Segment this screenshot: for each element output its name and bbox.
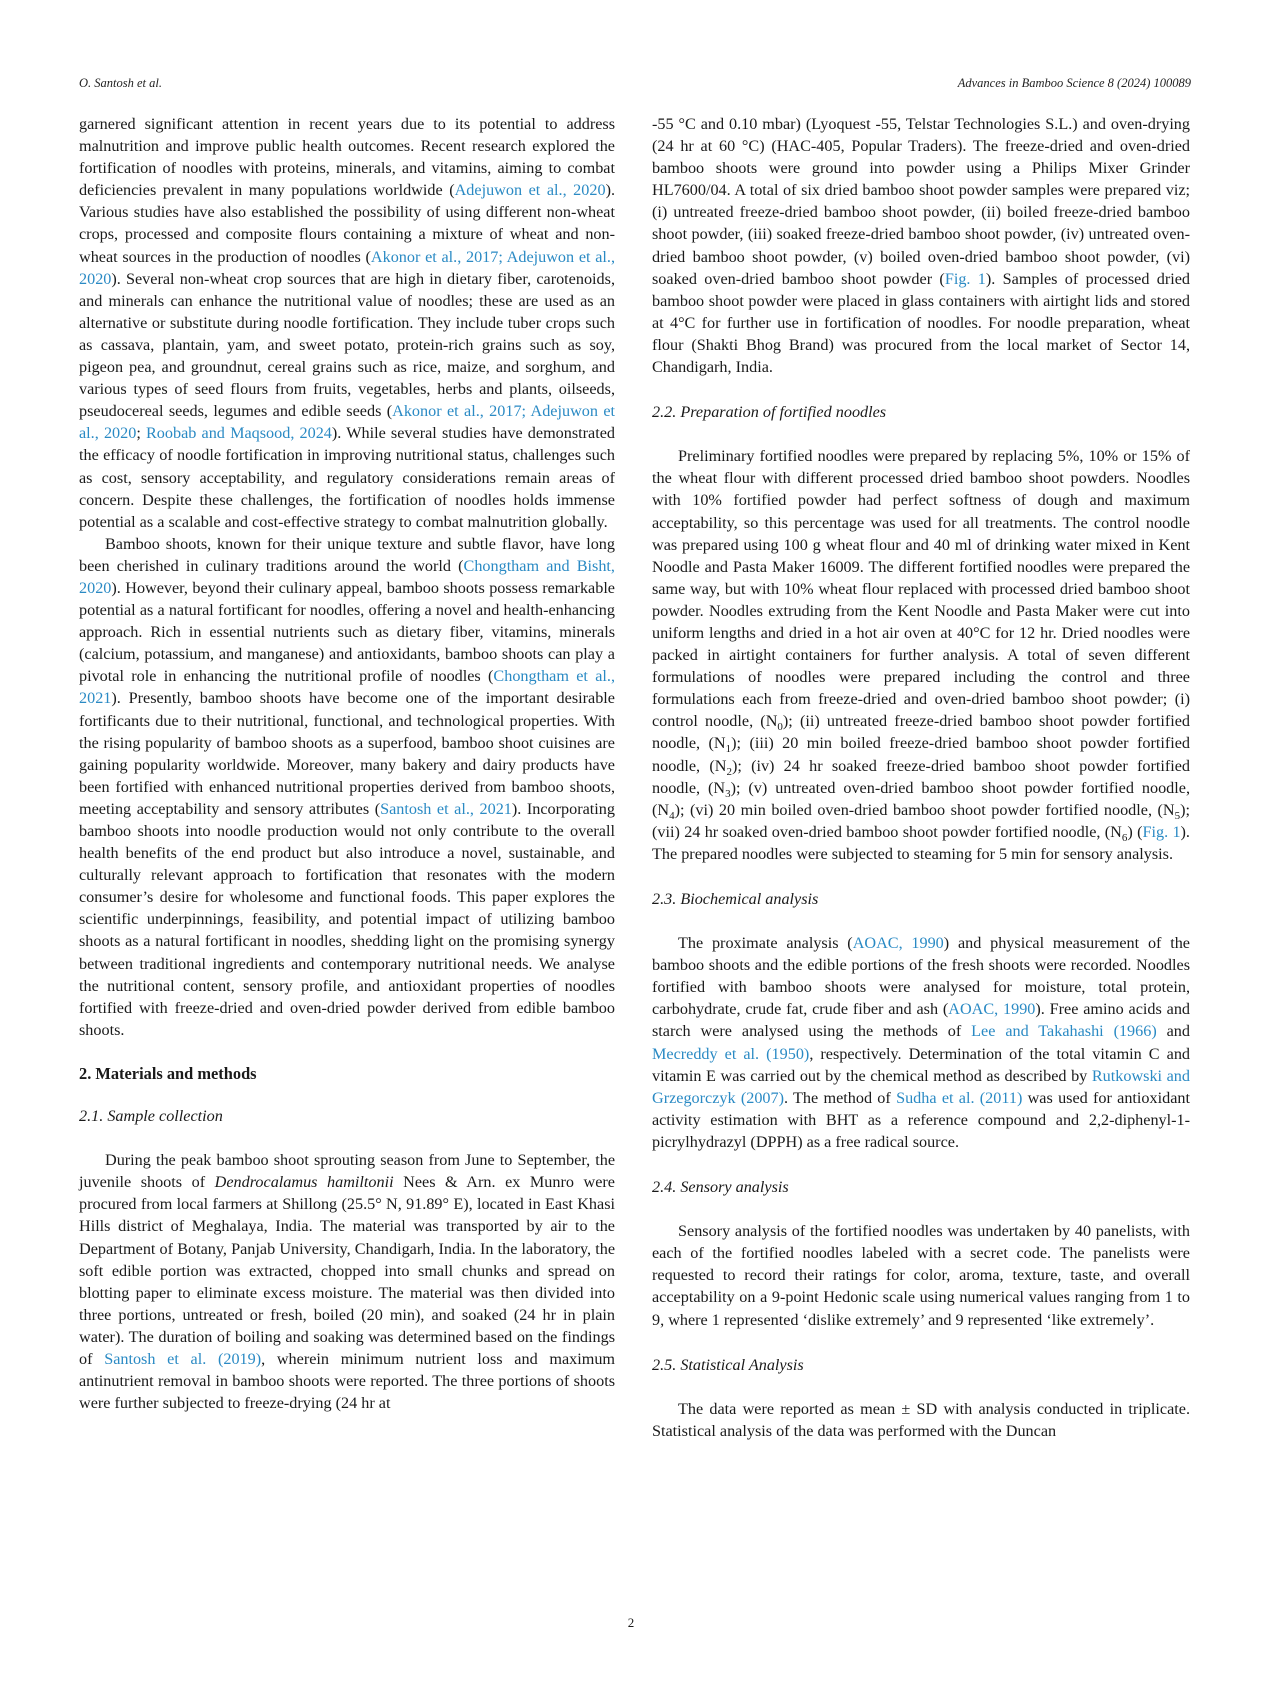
left-column bbox=[79, 113, 615, 1414]
citation-link[interactable]: Adejuwon et al., 2020 bbox=[454, 181, 606, 200]
text-run: and bbox=[1156, 1022, 1190, 1041]
text-run: ). Several non-wheat crop sources that are high in dietary fiber, carotenoids, and minerals can enhance the nutritional value of noodles; these are used as an alternative or substitute during noodle fortification. They include tuber crops such as cassava, plantain, yam, and sweet potato, protein-rich grains such as soy, pigeon pea, and groundnut, cereal grains such as rice, maize, and sorghum, and various types of seed flours from fruits, vegetables, herbs and plants, oilseeds, pseudocereal seeds, legumes and edible seeds ( bbox=[79, 269, 615, 421]
text-run: . The method of bbox=[784, 1088, 897, 1107]
subscript: 0 bbox=[777, 721, 783, 734]
sensory-analysis-paragraph: Sensory analysis of the fortified noodles was undertaken by 40 panelists, with each of the fortified noodles labeled with a secret code. The panelists were requested to record their ratings for color, aroma, texture, taste, and overall acceptability on a 9-point Hedonic scale using numerical values ranging from 1 to 9, where 1 represented ‘dislike extremely’ and 9 represented ‘like extremely’. bbox=[652, 1222, 1190, 1329]
text-run: -55 °C and 0.10 mbar) (Lyoquest -55, Telstar Technologies S.L.) and oven-drying (24 hr at 60 °C) (HAC-405, Popular Traders). The freeze-dried and oven-dried bamboo shoots were ground into powder using a Philips Mixer Grinder HL7600/04. A total of six dried bamboo shoot powder samples were prepared viz; (i) untreated freeze-dried bamboo shoot powder, (ii) boiled freeze-dried bamboo shoot powder, (iii) soaked freeze-dried bamboo shoot powder, (iv) untreated oven-dried bamboo shoot powder, (v) boiled oven-dried bamboo shoot powder, (vi) soaked oven-dried bamboo shoot powder ( bbox=[652, 115, 1190, 288]
text-run: ); (iv) 24 hr soaked freeze-dried bamboo shoot powder fortified noodle, (N bbox=[652, 756, 1190, 797]
text-run: ). The prepared noodles were subjected to steaming for 5 min for sensory analysis. bbox=[652, 822, 1190, 863]
citation-link[interactable]: Akonor et al., 2017; Adejuwon et al., 2020 bbox=[79, 402, 615, 443]
section-heading-materials-methods: 2. Materials and methods bbox=[79, 1063, 257, 1083]
intro-paragraph-2 bbox=[79, 533, 615, 1041]
figure-link[interactable]: Fig. 1 bbox=[1142, 822, 1181, 841]
text-run: ). Free amino acids and starch were analysed using the methods of bbox=[652, 1000, 1191, 1041]
citation-link[interactable]: Santosh et al., 2021 bbox=[380, 799, 512, 818]
text-run: ). Samples of processed dried bamboo shoot powder were placed in glass containers with airtight lids and stored at 4°C for further use in fortification of noodles. For noodle preparation, wheat flour (Shakti Bhog Brand) was procured from the local market of Sector 14, Chandigarh, India. bbox=[652, 269, 1190, 377]
subsection-heading-noodle-preparation: 2.2. Preparation of fortified noodles bbox=[652, 403, 887, 422]
sample-collection-continued bbox=[652, 113, 1190, 378]
text-run: ); (vi) 20 min boiled oven-dried bamboo shoot powder fortified noodle, (N bbox=[674, 800, 1175, 819]
citation-link[interactable]: Chongtham et al., 2021 bbox=[79, 667, 615, 708]
text-run: ). Incorporating bamboo shoots into noodle production would not only contribute to the overall health benefits of the end product but also introduce a novel, sustainable, and culturally relevant approach to fortification that resonates with the modern consumer’s desire for wholesome and functional foods. This paper explores the scientific underpinnings, feasibility, and potential impact of utilizing bamboo shoots as a natural fortificant in noodles, shedding light on the promising synergy between traditional ingredients and contemporary nutritional needs. We analyse the nutritional content, sensory profile, and antioxidant properties of noodles fortified with freeze-dried and oven-dried powder derived from edible bamboo shoots. bbox=[79, 799, 615, 1039]
text-run: ); (iii) 20 min boiled freeze-dried bamboo shoot powder fortified noodle, (N bbox=[652, 734, 1190, 775]
subsection-heading-sample-collection: 2.1. Sample collection bbox=[79, 1107, 223, 1126]
citation-link[interactable]: Santosh et al. (2019) bbox=[104, 1349, 262, 1368]
text-run: , wherein minimum nutrient loss and maximum antinutrient removal in bamboo shoots were reported. The three portions of shoots were further subjected to freeze-drying (24 hr at bbox=[79, 1349, 615, 1413]
subscript: 5 bbox=[1174, 809, 1181, 822]
citation-link[interactable]: Chongtham and Bisht, 2020 bbox=[79, 556, 615, 597]
text-run: was used for antioxidant activity estimation with BHT as a reference compound and 2,2-diphenyl-1-picrylhydrazyl (DPPH) as a free radical source. bbox=[652, 1088, 1190, 1151]
citation-link[interactable]: Mecreddy et al. (1950) bbox=[652, 1044, 810, 1063]
statistical-analysis-paragraph: The data were reported as mean ± SD with analysis conducted in triplicate. Statistical analysis of the data was performed with the Duncan bbox=[652, 1399, 1190, 1440]
running-head-authors: O. Santosh et al. bbox=[79, 76, 162, 90]
subscript: 6 bbox=[1121, 832, 1128, 845]
citation-link[interactable]: Roobab and Maqsood, 2024 bbox=[146, 424, 332, 443]
text-run: ). Various studies have also established the possibility of using different non-wheat crops, processed and composite flours containing a mixture of wheat and non-wheat sources in the production of noodles ( bbox=[79, 181, 615, 266]
subsection-heading-biochemical-analysis: 2.3. Biochemical analysis bbox=[652, 890, 819, 908]
text-run: Nees & Arn. ex Munro were procured from local farmers at Shillong (25.5° N, 91.89° E), located in East Khasi Hills district of Meghalaya, India. The material was transported by air to the Department of Botany, Panjab University, Chandigarh, India. In the laboratory, the soft edible portion was extracted, chopped into small chunks and spread on blotting paper to eliminate excess moisture. The material was then divided into three portions, untreated or fresh, boiled (20 min), and soaked (24 hr in plain water). The duration of boiling and soaking was determined based on the findings of bbox=[79, 1173, 615, 1368]
citation-link[interactable]: AOAC, 1990 bbox=[948, 1000, 1036, 1019]
text-run: ; bbox=[136, 424, 146, 443]
citation-link[interactable]: AOAC, 1990 bbox=[852, 934, 944, 953]
noodle-preparation-paragraph bbox=[652, 445, 1190, 865]
page-number: 2 bbox=[627, 1615, 635, 1630]
sample-collection-paragraph bbox=[79, 1149, 615, 1414]
subscript: 1 bbox=[725, 743, 732, 756]
citation-link[interactable]: Akonor et al., 2017; Adejuwon et al., 2020 bbox=[79, 247, 615, 288]
subscript: 2 bbox=[726, 765, 732, 778]
text-run: ). While several studies have demonstrated the efficacy of noodle fortification in improving nutritional status, challenges such as cost, sensory acceptability, and regulatory considerations remain areas of concern. Despite these challenges, the fortification of noodles holds immense potential as a scalable and cost-effective strategy to combat malnutrition globally. bbox=[79, 424, 616, 531]
text-run: The proximate analysis ( bbox=[678, 934, 853, 953]
text-run: During the peak bamboo shoot sprouting season from June to September, the juvenile shoots of bbox=[79, 1151, 615, 1192]
citation-link[interactable]: Rutkowski and Grzegorczyk (2007) bbox=[652, 1066, 1190, 1107]
text-run: ); (ii) untreated freeze-dried bamboo shoot powder fortified noodle, (N bbox=[652, 712, 1190, 753]
subscript: 4 bbox=[669, 809, 675, 822]
subsection-heading-sensory-analysis: 2.4. Sensory analysis bbox=[652, 1178, 789, 1197]
text-run: ). Presently, bamboo shoots have become one of the important desirable fortificants due to their nutritional, functional, and technological properties. With the rising popularity of bamboo shoots as a superfood, bamboo shoot cuisines are gaining popularity worldwide. Moreover, many bakery and dairy products have been fortified with enhanced nutritional properties derived from bamboo shoots, meeting acceptability and sensory attributes ( bbox=[79, 689, 615, 818]
text-run: Bamboo shoots, known for their unique texture and subtle flavor, have long been cherished in culinary traditions around the world ( bbox=[79, 534, 615, 575]
text-run: ); (vii) 24 hr soaked oven-dried bamboo shoot powder fortified noodle, (N bbox=[652, 800, 1190, 841]
text-run: ); (v) untreated oven-dried bamboo shoot powder fortified noodle, (N bbox=[652, 778, 1190, 819]
figure-link[interactable]: Fig. 1 bbox=[944, 269, 986, 288]
biochemical-analysis-paragraph bbox=[652, 932, 1190, 1153]
text-run: ) and physical measurement of the bamboo shoots and the edible portions of the fresh shoots were recorded. Noodles fortified with bamboo shoots were analysed for moisture, total protein, carbohydrate, crude fat, crude fiber and ash ( bbox=[652, 934, 1190, 1019]
subscript: 3 bbox=[725, 787, 731, 800]
species-name: Dendrocalamus hamiltonii bbox=[214, 1173, 394, 1192]
text-run: ) ( bbox=[1127, 822, 1143, 841]
right-column bbox=[652, 113, 1190, 1442]
text-run: ). However, beyond their culinary appeal, bamboo shoots possess remarkable potential as a natural fortificant for noodles, offering a novel and health-enhancing approach. Rich in essential nutrients such as dietary fiber, vitamins, minerals (calcium, potassium, and manganese) and antioxidants, bamboo shoots can play a pivotal role in enhancing the nutritional profile of noodles ( bbox=[79, 578, 615, 686]
text-run: Preliminary fortified noodles were prepared by replacing 5%, 10% or 15% of the wheat flour with different processed dried bamboo shoot powders. Noodles with 10% fortified powder had perfect softness of dough and maximum acceptability, so this percentage was used for all treatments. The control noodle was prepared using 100 g wheat flour and 40 ml of drinking water mixed in Kent Noodle and Pasta Maker 16009. The different fortified noodles were prepared the same way, but with 10% wheat flour replaced with processed dried bamboo shoot powder. Noodles extruding from the Kent Noodle and Pasta Maker were cut into uniform lengths and dried in a hot air oven at 40°C for 12 hr. Dried noodles were packed in airtight containers for further analysis. A total of seven different formulations of noodles were prepared including the control and three formulations each from freeze-dried and oven-dried bamboo shoot powder; (i) control noodle, (N bbox=[652, 447, 1190, 731]
text-run: , respectively. Determination of the total vitamin C and vitamin E was carried out by the chemical method as described by bbox=[652, 1044, 1191, 1085]
citation-link[interactable]: Sudha et al. (2011) bbox=[896, 1088, 1023, 1107]
subsection-heading-statistical-analysis: 2.5. Statistical Analysis bbox=[652, 1355, 804, 1374]
citation-link[interactable]: Lee and Takahashi (1966) bbox=[971, 1022, 1157, 1041]
running-head-journal: Advances in Bamboo Science 8 (2024) 100089 bbox=[957, 76, 1191, 90]
intro-paragraph-1 bbox=[79, 113, 615, 533]
text-run: garnered significant attention in recent years due to its potential to address malnutrition and improve public health outcomes. Recent research explored the fortification of noodles with proteins, minerals, and vitamins, aiming to combat deficiencies prevalent in many populations worldwide ( bbox=[79, 115, 615, 200]
